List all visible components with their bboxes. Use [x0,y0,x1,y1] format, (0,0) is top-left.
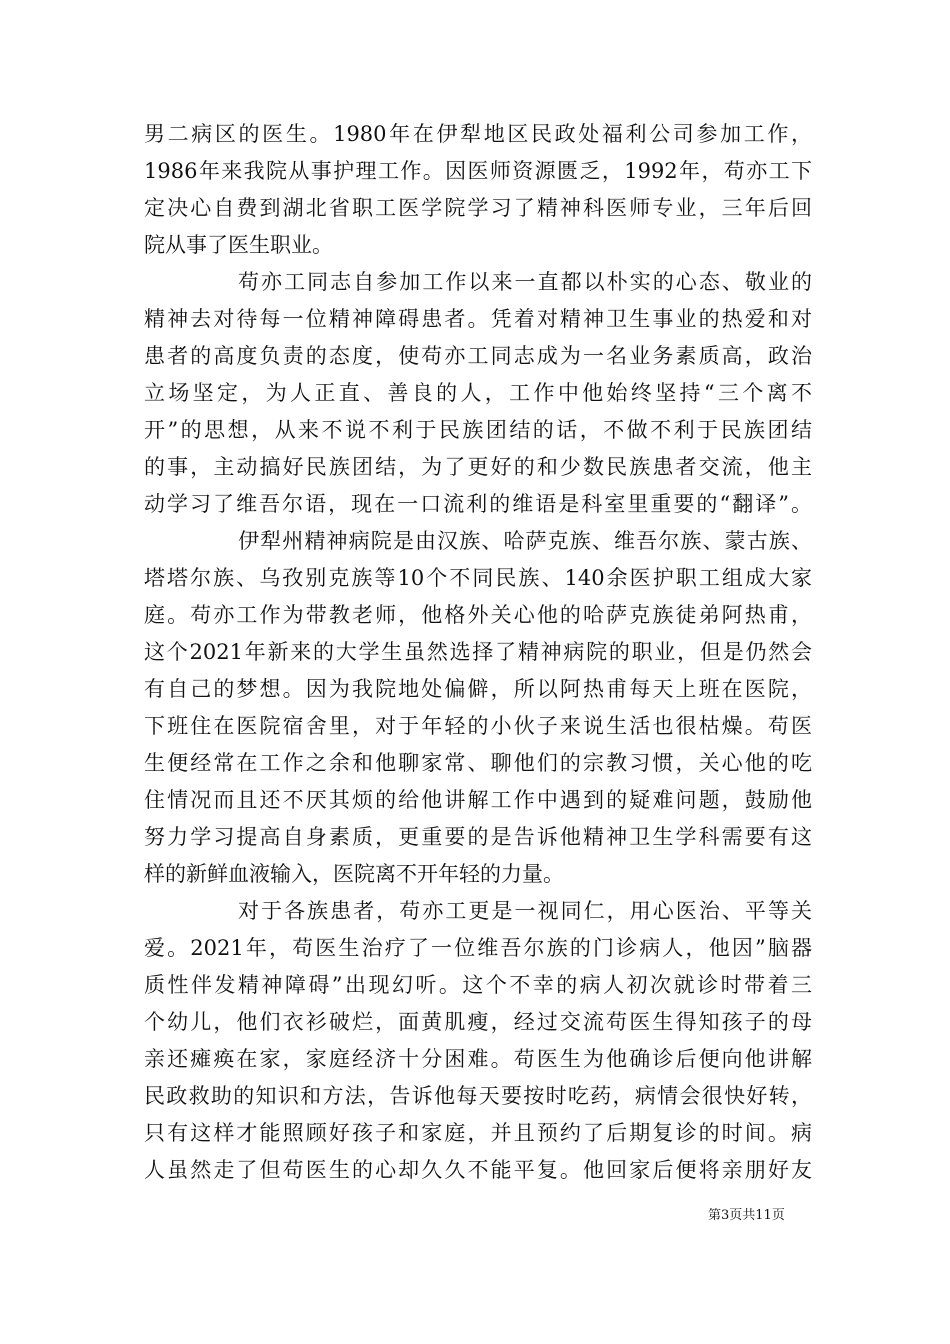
body-text [144,116,812,1189]
text-line: 定决心自费到湖北省职工医学院学习了精神科医师专业，三年后回 [144,196,812,220]
text-line: 的事，主动搞好民族团结，为了更好的和少数民族患者交流，他主 [144,455,812,479]
text-line: 质性伴发精神障碍”出现幻听。这个不幸的病人初次就诊时带着三 [144,973,812,997]
text-line: 立场坚定，为人正直、善良的人，工作中他始终坚持“三个离不 [144,381,812,405]
text-line: 有自己的梦想。因为我院地处偏僻，所以阿热甫每天上班在医院， [144,677,812,701]
text-line: 个幼儿，他们衣衫破烂，面黄肌瘦，经过交流苟医生得知孩子的母 [144,1010,812,1034]
text-line: 爱。2021年，苟医生治疗了一位维吾尔族的门诊病人，他因”脑器 [144,936,812,960]
text-line: 亲还瘫痪在家，家庭经济十分困难。苟医生为他确诊后便向他讲解 [144,1047,812,1071]
text-line: 男二病区的医生。1980年在伊犁地区民政处福利公司参加工作， [144,122,812,146]
text-line: 对于各族患者，苟亦工更是一视同仁，用心医治、平等关 [238,899,812,923]
text-line: 民政救助的知识和方法，告诉他每天要按时吃药，病情会很快好转， [144,1084,812,1108]
text-line: 生便经常在工作之余和他聊家常、聊他们的宗教习惯，关心他的吃 [144,751,812,775]
text-line: 苟亦工同志自参加工作以来一直都以朴实的心态、敬业的 [238,270,812,294]
text-line: 努力学习提高自身素质，更重要的是告诉他精神卫生学科需要有这 [144,825,812,849]
text-line: 院从事了医生职业。 [144,233,333,257]
text-line: 人虽然走了但苟医生的心却久久不能平复。他回家后便将亲朋好友 [144,1158,812,1182]
text-line: 1986年来我院从事护理工作。因医师资源匮乏，1992年，苟亦工下 [144,159,812,183]
text-line: 这个2021年新来的大学生虽然选择了精神病院的职业，但是仍然会 [144,640,812,664]
text-line: 塔塔尔族、乌孜别克族等10个不同民族、140余医护职工组成大家 [144,566,812,590]
text-line: 样的新鲜血液输入，医院离不开年轻的力量。 [144,862,564,886]
text-line: 庭。苟亦工作为带教老师，他格外关心他的哈萨克族徒弟阿热甫， [144,603,812,627]
text-line: 住情况而且还不厌其烦的给他讲解工作中遇到的疑难问题，鼓励他 [144,788,812,812]
text-line: 精神去对待每一位精神障碍患者。凭着对精神卫生事业的热爱和对 [144,307,812,331]
text-line: 伊犁州精神病院是由汉族、哈萨克族、维吾尔族、蒙古族、 [238,529,812,553]
text-line: 动学习了维吾尔语，现在一口流利的维语是科室里重要的“翻译”。 [144,492,812,516]
text-line: 开”的思想，从来不说不利于民族团结的话，不做不利于民族团结 [144,418,812,442]
text-line: 患者的高度负责的态度，使苟亦工同志成为一名业务素质高，政治 [144,344,812,368]
text-line: 下班住在医院宿舍里，对于年轻的小伙子来说生活也很枯燥。苟医 [144,714,812,738]
page-number-footer: 第3页共11页 [708,1208,785,1223]
text-line: 只有这样才能照顾好孩子和家庭，并且预约了后期复诊的时间。病 [144,1121,812,1145]
